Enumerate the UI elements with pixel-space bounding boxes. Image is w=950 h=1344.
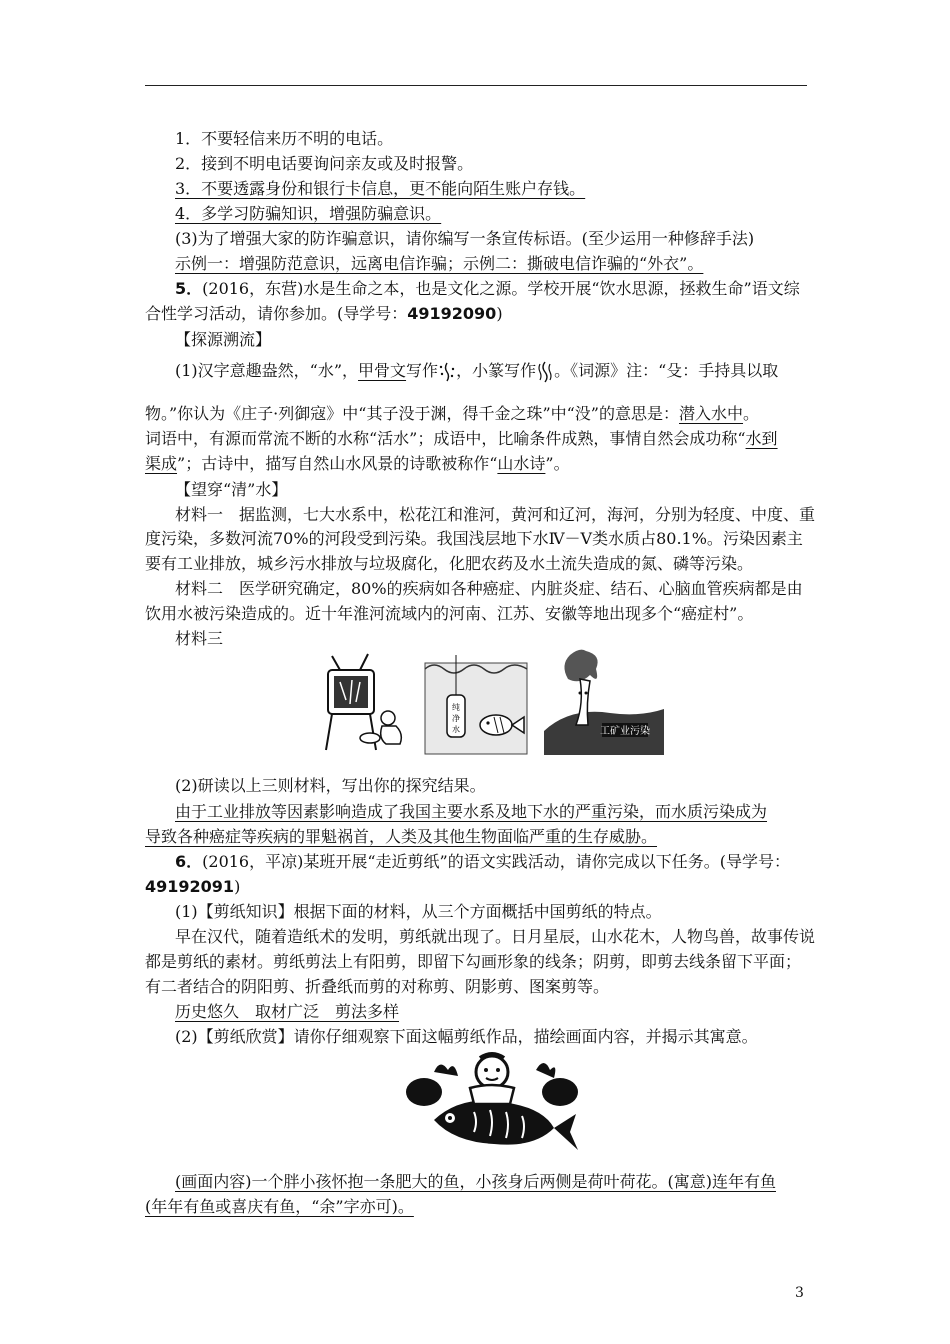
q6-a1	[175, 1001, 399, 1023]
q4-item-3	[175, 178, 585, 200]
q5-a2-line1-text: 由于工业排放等因素影响造成了我国主要水系及地下水的严重污染，而水质污染成为	[175, 802, 768, 821]
polluted-tree-cartoon	[540, 645, 668, 757]
q5-line2-text: 合性学习活动，请你参加。(导学号：	[145, 304, 408, 323]
q4-item-4-text: 4．多学习防骗知识，增强防骗意识。	[175, 204, 442, 223]
q5-a2-line2-text: 导致各种癌症等疾病的罪魁祸首，人类及其他生物面临严重的生存威胁。	[145, 827, 658, 846]
bottle-label-char-3: 水	[452, 725, 460, 734]
q5-line2	[145, 303, 503, 325]
q6-number: 6．	[175, 852, 203, 871]
q5-line2-end: )	[496, 304, 503, 323]
q6-a2-line2-text: (年年有鱼或喜庆有鱼，“余”字亦可)。	[145, 1197, 414, 1216]
fish-in-water-cartoon	[424, 655, 528, 755]
q5-code: 49192090	[407, 304, 497, 323]
q5-p1	[175, 360, 778, 383]
q5-material-1-line3: 要有工业排放，城乡污水排放与垃圾腐化，化肥农药及水土流失造成的氮、磷等污染。	[145, 554, 754, 573]
q6-q1-prompt: (1)【剪纸知识】根据下面的材料，从三个方面概括中国剪纸的特点。	[175, 902, 662, 921]
q6-text-line1: 早在汉代，随着造纸术的发明，剪纸就出现了。日月星辰，山水花木，人物鸟兽，故事传说	[175, 927, 816, 946]
q5-p1-d: 。《词源》注：“殳：手持具以取	[554, 361, 779, 380]
q6-a2-line1-text: (画面内容)一个胖小孩怀抱一条肥大的鱼，小孩身后两侧是荷叶荷花。(寓意)连年有鱼	[175, 1172, 776, 1191]
q5-p4-underline-2: 山水诗	[497, 454, 546, 473]
q5-p4-underline-1: 渠成	[145, 454, 178, 473]
q6-a2-line2	[145, 1196, 414, 1218]
q5-p1-a: (1)汉字意趣盎然，“水”，	[175, 361, 359, 380]
seal-script-water-glyph	[536, 361, 554, 383]
q6-q2-prompt: (2)【剪纸欣赏】请你仔细观察下面这幅剪纸作品，描绘画面内容，并揭示其寓意。	[175, 1027, 758, 1046]
q5-material-1-line1: 材料一 据监测，七大水系中，松花江和淮河，黄河和辽河，海河，分别为轻度、中度、重	[175, 505, 816, 524]
q5-p2-a: 物。”你认为《庄子·列御寇》中“其子没于渊，得千金之珠”中“没”的意思是：	[145, 404, 679, 423]
q5-a2-line2	[145, 826, 657, 848]
q5-material-3-label: 材料三	[175, 629, 224, 648]
q5-p1-c: ，小篆写作	[456, 361, 537, 380]
q4-3-prompt: (3)为了增强大家的防诈骗意识，请你编写一条宣传标语。(至少运用一种修辞手法)	[175, 229, 755, 248]
q5-number: 5．	[175, 279, 203, 298]
q5-material-2-line1: 材料二 医学研究确定，80%的疾病如各种癌症、内脏炎症、结石、心脑血管疾病都是由	[175, 579, 803, 598]
q5-p1-b: 写作	[406, 361, 439, 380]
paper-cut-child-fish-image	[404, 1048, 580, 1158]
q5-p3-underline: 水到	[745, 429, 778, 448]
q6-line1-text: (2016，平凉)某班开展“走近剪纸”的语文实践活动，请你完成以下任务。(导学号：	[202, 852, 790, 871]
bottle-label-char-2: 净	[452, 714, 460, 723]
tv-drinking-cartoon	[320, 652, 410, 752]
q6-text-line2: 都是剪纸的素材。剪纸剪法上有阳剪，即留下勾画形象的线条；阴剪，即剪去线条留下平面；	[145, 952, 802, 971]
q4-item-3-text: 3．不要透露身份和银行卡信息，更不能向陌生账户存钱。	[175, 179, 586, 198]
q5-line1	[175, 278, 800, 300]
q4-item-4	[175, 203, 441, 225]
q6-code: 49192091	[145, 877, 235, 896]
q5-p2-underline: 潜入水中	[679, 404, 744, 423]
pollution-sign-label: 工矿业污染	[600, 726, 650, 737]
q5-p3-a: 词语中，有源而常流不断的水称“活水”；成语中，比喻条件成熟，事情自然会成功称“	[145, 429, 746, 448]
q5-p1-underline: 甲骨文	[358, 361, 407, 380]
q6-line2-end: )	[234, 877, 241, 896]
q5-line1-text: (2016，东营)水是生命之本，也是文化之源。学校开展“饮水思源，拯救生命”语文综	[202, 279, 800, 298]
q6-text-line3: 有二者结合的阴阳剪、折叠纸而剪的对称剪、阴影剪、图案剪等。	[145, 977, 610, 996]
q6-a2-line1	[175, 1171, 776, 1193]
q5-material-2-line2: 饮用水被污染造成的。近十年淮河流域内的河南、江苏、安徽等地出现多个“癌症村”。	[145, 604, 754, 623]
q5-material-1-line2: 度污染，多数河流70%的河段受到污染。我国浅层地下水Ⅳ－Ⅴ类水质占80.1%。污染因素主	[145, 529, 803, 548]
q4-3-answer	[175, 253, 703, 275]
q4-item-1: 1．不要轻信来历不明的电话。	[175, 129, 394, 148]
q5-p4-a: ”；古诗中，描写自然山水风景的诗歌被称作“	[177, 454, 498, 473]
bottle-label-char-1: 纯	[452, 703, 460, 712]
q5-section-2: 【望穿“清”水】	[175, 480, 288, 499]
page-number: 3	[795, 1285, 804, 1301]
header-rule	[145, 85, 807, 86]
q5-section-1: 【探源溯流】	[175, 330, 272, 349]
q6-line1	[175, 851, 790, 873]
q5-p2-b: 。	[743, 404, 760, 423]
q5-p4-b: ”。	[545, 454, 570, 473]
oracle-bone-water-glyph	[438, 361, 456, 383]
q5-a2-line1	[175, 801, 767, 823]
q4-3-answer-text: 示例一：增强防范意识，远离电信诈骗；示例二：撕破电信诈骗的“外衣”。	[175, 254, 704, 273]
q4-item-2: 2．接到不明电话要询问亲友或及时报警。	[175, 154, 474, 173]
q6-a1-text: 历史悠久 取材广泛 剪法多样	[175, 1002, 400, 1021]
q5-p4	[145, 453, 570, 475]
q5-p2	[145, 403, 759, 425]
q5-q2-prompt: (2)研读以上三则材料，写出你的探究结果。	[175, 776, 486, 795]
q6-line2	[145, 876, 240, 898]
q5-p3	[145, 428, 778, 450]
